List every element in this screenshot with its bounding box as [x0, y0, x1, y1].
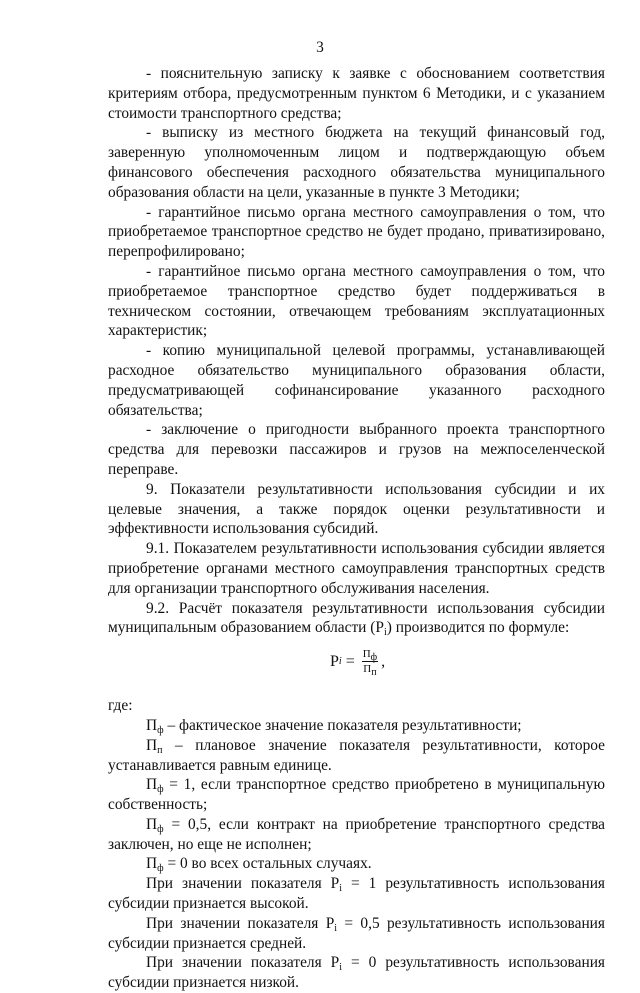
definition-symbol: П	[146, 855, 158, 873]
formula-intro-text: 9.2. Расчёт показателя результативности использования субсидии муниципальным образованием области (Р	[108, 599, 605, 637]
paragraph: - копию муниципальной целевой программы, устанавливающей расходное обязательство муниципального образования области, предусматривающей софинансирование указанного расходного обязательства;	[108, 342, 605, 419]
formula-equals: =	[345, 652, 355, 670]
definition-text: – фактическое значение показателя результативности;	[163, 716, 522, 734]
definition-symbol: П	[146, 736, 158, 754]
definition-paragraph	[108, 953, 605, 993]
definition-symbol: П	[146, 776, 158, 794]
definition-text: = 0 во всех остальных случаях.	[163, 855, 372, 873]
formula-intro-sub: i	[383, 627, 387, 639]
definition-symbol: П	[146, 716, 158, 734]
where-label: где:	[108, 697, 133, 715]
paragraph: - гарантийное письмо органа местного самоуправления о том, что приобретаемое транспортное средство не будет продано, приватизировано, перепрофилировано;	[108, 203, 605, 261]
definition-paragraph	[108, 716, 605, 736]
formula-denominator: П	[363, 663, 372, 676]
definition-paragraph	[108, 914, 605, 954]
formula-trail: ,	[381, 652, 386, 670]
formula-numerator: П	[362, 648, 371, 661]
definition-subscript: i	[339, 883, 342, 895]
definition-paragraph	[108, 874, 605, 914]
definition-subscript: i	[339, 962, 342, 974]
definition-paragraph	[108, 854, 605, 874]
definition-subscript: i	[334, 922, 338, 934]
paragraph: - выписку из местного бюджета на текущий финансовый год, заверенную уполномоченным лицом и подтверждающую объем финансового обеспечения расходного обязательства муниципального образования области на цели, указанные в пункте 3 Методики;	[108, 124, 605, 201]
definition-text: – плановое значение показателя результативности, которое устанавливается равным единице.	[108, 736, 605, 774]
paragraph: 9. Показатели результативности использования субсидии и их целевые значения, а также порядок оценки результативности и эффективности использования субсидий.	[108, 480, 605, 538]
definition-paragraph	[108, 815, 605, 855]
page-number: 3	[316, 39, 324, 56]
definition-paragraph	[108, 775, 605, 815]
definition-paragraph	[108, 736, 605, 776]
definition-symbol: При значении показателя Р	[146, 954, 340, 972]
definition-symbol: П	[146, 815, 158, 833]
document-body	[108, 64, 605, 993]
definition-symbol: При значении показателя Р	[146, 914, 335, 932]
definition-text: = 0,5 результативность использования субсидии признается средней.	[108, 914, 605, 952]
paragraph-formula-intro	[108, 599, 605, 639]
definition-text: = 1, если транспортное средство приобретено в муниципальную собственность;	[108, 776, 605, 814]
definition-symbol: При значении показателя Р	[146, 875, 340, 893]
paragraph: - пояснительную записку к заявке с обоснованием соответствия критериям отбора, предусмотренным пунктом 6 Методики, и с указанием стоимости транспортного средства;	[108, 65, 605, 122]
definitions-list	[108, 716, 605, 993]
formula-denominator-sub: п	[371, 667, 377, 679]
paragraph: - гарантийное письмо органа местного самоуправления о том, что приобретаемое транспортное средство будет поддерживаться в техническом состоянии, отвечающем требованиям эксплуатационных характеристик;	[108, 262, 605, 340]
definition-subscript: ф	[157, 724, 164, 736]
formula-intro-tail: ) производится по формуле:	[386, 619, 570, 637]
paragraph: - заключение о пригодности выбранного проекта транспортного средства для перевозки пассажиров и грузов на межпоселенческой переправе.	[108, 421, 605, 478]
formula-numerator-sub: ф	[370, 652, 378, 664]
definition-subscript: п	[157, 744, 163, 756]
paragraph: 9.1. Показателем результативности использования субсидии является приобретение органами местного самоуправления транспортных средств для организации транспортного обслуживания населения.	[108, 540, 605, 597]
definition-text: = 0 результативность использования субсидии признается низкой.	[108, 954, 606, 992]
definition-subscript: ф	[157, 863, 164, 875]
formula: Р i = $\frac{П_ф}{П_п}$ ,	[330, 648, 386, 679]
definition-subscript: ф	[157, 784, 164, 796]
fraction-bar	[362, 661, 378, 662]
definition-subscript: ф	[157, 823, 164, 835]
definition-text: = 1 результативность использования субсидии признается высокой.	[108, 875, 606, 913]
definition-text: = 0,5, если контракт на приобретение транспортного средства заключен, но еще не исполнен;	[108, 815, 605, 853]
formula-lhs: Р	[330, 652, 339, 670]
formula-fraction	[362, 648, 378, 679]
